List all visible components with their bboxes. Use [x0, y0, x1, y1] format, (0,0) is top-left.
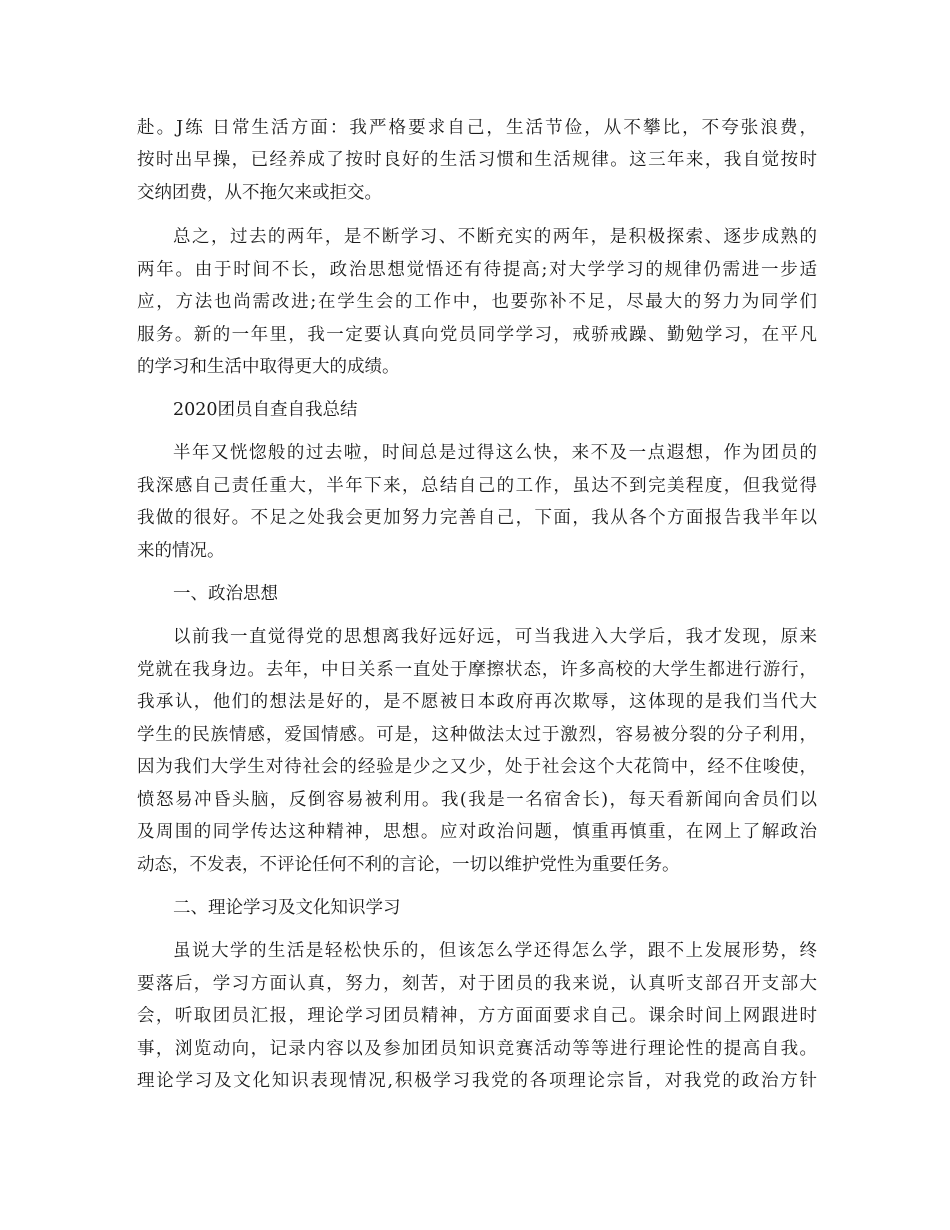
section-title: 2020团员自查自我总结: [173, 400, 358, 420]
text-line: 按时出早操，已经养成了按时良好的生活习惯和生活规律。这三年来，我自觉按时: [137, 150, 817, 170]
text-line: 的学习和生活中取得更大的成绩。: [137, 357, 400, 377]
text-line: 我深感自己责任重大，半年下来，总结自己的工作，虽达不到完美程度，但我觉得: [137, 476, 817, 496]
text-line: 会，听取团员汇报，理论学习团员精神，方方面面要求自己。课余时间上网跟进时: [137, 1006, 817, 1026]
text-line: 动态，不发表，不评论任何不利的言论，一切以维护党性为重要任务。: [137, 855, 680, 875]
text-line: 愤怒易冲昏头脑，反倒容易被利用。我(我是一名宿舍长)，每天看新闻向舍员们以: [137, 790, 817, 810]
text-line: 总之，过去的两年，是不断学习、不断充实的两年，是积极探索、逐步成熟的: [173, 227, 817, 247]
text-line: 事，浏览动向，记录内容以及参加团员知识竞赛活动等等进行理论性的提高自我。: [137, 1039, 817, 1059]
text-line: 我做的很好。不足之处我会更加努力完善自己，下面，我从各个方面报告我半年以: [137, 508, 817, 528]
section-heading: 二、理论学习及文化知识学习: [173, 898, 401, 918]
text-line: 两年。由于时间不长，政治思想觉悟还有待提高;对大学学习的规律仍需进一步适: [137, 260, 817, 280]
text-line: 我承认，他们的想法是好的，是不愿被日本政府再次欺辱，这体现的是我们当代大: [137, 692, 817, 712]
text-line: 党就在我身边。去年，中日关系一直处于摩擦状态，许多高校的大学生都进行游行，: [137, 660, 817, 680]
section-heading: 一、政治思想: [173, 584, 278, 604]
text-line: 虽说大学的生活是轻松快乐的，但该怎么学还得怎么学，跟不上发展形势，终: [173, 941, 817, 961]
text-line: 赴。J练 日常生活方面：我严格要求自己，生活节俭，从不攀比，不夸张浪费，: [137, 118, 817, 138]
text-line: 学生的民族情感，爱国情感。可是，这种做法太过于激烈，容易被分裂的分子利用，: [137, 725, 817, 745]
text-line: 交纳团费，从不拖欠来或拒交。: [137, 183, 382, 203]
text-line: 要落后，学习方面认真，努力，刻苦，对于团员的我来说，认真听支部召开支部大: [137, 974, 817, 994]
text-line: 来的情况。: [137, 541, 225, 561]
text-line: 半年又恍惚般的过去啦，时间总是过得这么快，来不及一点遐想，作为团员的: [173, 443, 817, 463]
text-line: 理论学习及文化知识表现情况,积极学习我党的各项理论宗旨，对我党的政治方针: [137, 1071, 817, 1091]
text-line: 应，方法也尚需改进;在学生会的工作中，也要弥补不足，尽最大的努力为同学们: [137, 292, 817, 312]
text-line: 以前我一直觉得党的思想离我好远好远，可当我进入大学后，我才发现，原来: [173, 627, 817, 647]
text-line: 服务。新的一年里，我一定要认真向党员同学学习，戒骄戒躁、勤勉学习，在平凡: [137, 325, 817, 345]
text-line: 及周围的同学传达这种精神，思想。应对政治问题，慎重再慎重，在网上了解政治: [137, 822, 817, 842]
text-line: 因为我们大学生对待社会的经验是少之又少，处于社会这个大花筒中，经不住唆使，: [137, 757, 817, 777]
